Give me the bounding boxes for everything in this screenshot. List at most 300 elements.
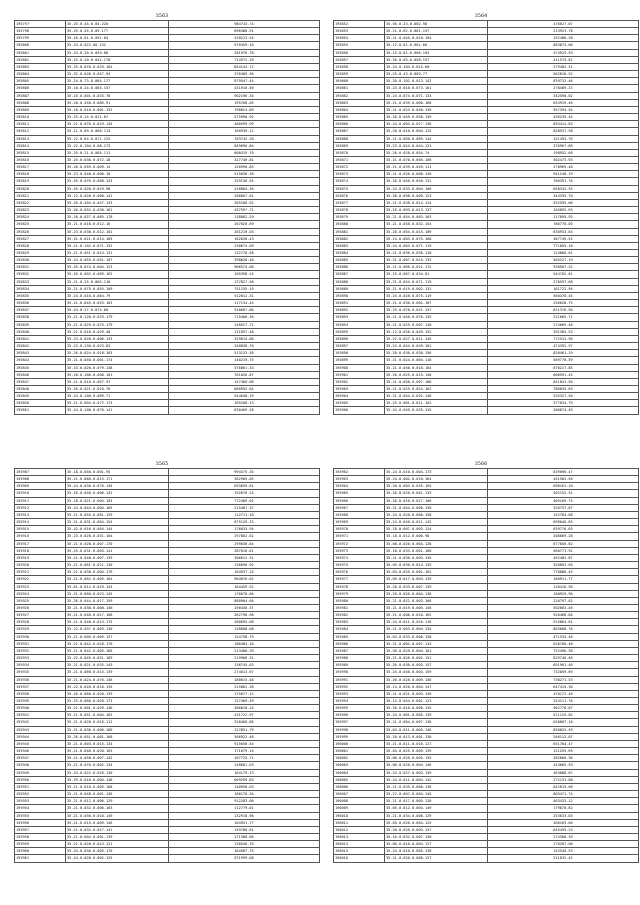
table-row (15, 798, 320, 805)
table-row (334, 812, 639, 819)
table-row (334, 755, 639, 762)
code-cell: 35.03.0.029.0.001.162 (385, 569, 488, 576)
code-cell: 35.21.0.020.0.006.127 (385, 855, 488, 862)
table-row (334, 776, 639, 783)
row-id-cell: 195824 (15, 214, 66, 221)
code-cell: 35.26.0.044.0.017.159 (66, 597, 169, 604)
code-cell: 35.21.0.040.0.001.174 (66, 357, 169, 364)
row-id-cell: 196008 (334, 798, 385, 805)
row-id-cell: 195923 (15, 583, 66, 590)
code-cell: 35.26.0.033.0.007.159 (385, 583, 488, 590)
table-row (334, 214, 639, 221)
row-id-cell: 195932 (15, 647, 66, 654)
row-id-cell: 195942 (15, 719, 66, 726)
code-cell: 35.09.0.017.0.003.135 (385, 576, 488, 583)
row-id-cell: 195857 (334, 56, 385, 63)
value-cell: 195768.05 (169, 99, 320, 106)
data-table (333, 20, 639, 415)
table-row (15, 619, 320, 626)
value-cell: 112779.01 (169, 805, 320, 812)
table-row (15, 343, 320, 350)
value-cell: 114800.01 (488, 250, 639, 257)
row-id-cell: 195860 (334, 78, 385, 85)
data-table (14, 468, 320, 863)
code-cell: 35.16.0.040.0.006.142 (66, 490, 169, 497)
row-id-cell: 195979 (334, 590, 385, 597)
table-row (15, 833, 320, 840)
value-cell: 608419.70 (169, 149, 320, 156)
table-row (334, 264, 639, 271)
code-cell: 35.21.0.055.0.061.129 (66, 511, 169, 518)
value-cell: 105892.63 (488, 207, 639, 214)
table-row (334, 314, 639, 321)
table-row (334, 135, 639, 142)
value-cell: 180015.48 (169, 676, 320, 683)
code-cell: 35.25.0.001.0.033.78 (66, 92, 169, 99)
table-row (15, 755, 320, 762)
code-cell: 35.24.0.063.0.071.119 (385, 242, 488, 249)
value-cell: 179878.62 (488, 805, 639, 812)
code-cell: 35.21.0.02.0.001.157 (385, 28, 488, 35)
code-cell: 35.21.0.070.0.005.168 (385, 156, 488, 163)
row-id-cell: 195890 (334, 292, 385, 299)
value-cell: 329136.55 (169, 178, 320, 185)
value-cell: 630933.64 (488, 228, 639, 235)
table-row (15, 740, 320, 747)
row-id-cell: 195810 (15, 114, 66, 121)
table-row (15, 676, 320, 683)
data-table (333, 468, 639, 863)
code-cell: 35.20.0.013.0.001.130 (385, 733, 488, 740)
value-cell: 287016.61 (169, 547, 320, 554)
table-row (334, 633, 639, 640)
value-cell: 266112.07 (488, 733, 639, 740)
table-row (15, 393, 320, 400)
table-row (15, 292, 320, 299)
value-cell: 219966.31 (169, 655, 320, 662)
row-id-cell: 195905 (334, 400, 385, 407)
value-cell: 970459.10 (169, 42, 320, 49)
table-panel-4 (333, 461, 629, 863)
value-cell: 367749.52 (488, 235, 639, 242)
table-row (334, 28, 639, 35)
value-cell: 506922.48 (169, 733, 320, 740)
row-id-cell: 195980 (334, 597, 385, 604)
row-id-cell: 195944 (15, 733, 66, 740)
table-row (334, 640, 639, 647)
value-cell: 639096.47 (488, 469, 639, 476)
value-cell: 879547.44 (169, 78, 320, 85)
code-cell: 35.29.0.010.0.004.148 (66, 776, 169, 783)
row-id-cell: 195971 (334, 533, 385, 540)
value-cell: 148527.71 (169, 321, 320, 328)
code-cell: 35.45.0.002.0.069.162 (66, 271, 169, 278)
code-cell: 35.15.0.01.0.006.103 (385, 49, 488, 56)
row-id-cell: 195823 (15, 207, 66, 214)
value-cell: 854144.72 (169, 63, 320, 70)
table-row (15, 49, 320, 56)
row-id-cell: 195798 (15, 28, 66, 35)
row-id-cell: 195818 (15, 171, 66, 178)
row-id-cell: 195813 (15, 135, 66, 142)
row-id-cell: 195988 (334, 655, 385, 662)
table-row (15, 149, 320, 156)
code-cell: 35.56.0.23.0.002.98 (385, 21, 488, 28)
row-id-cell: 195926 (15, 604, 66, 611)
value-cell: 136745.63 (169, 662, 320, 669)
table-row (15, 171, 320, 178)
value-cell: 297862.62 (169, 533, 320, 540)
table-row (334, 357, 639, 364)
value-cell: 984743.74 (169, 21, 320, 28)
table-row (334, 483, 639, 490)
row-id-cell: 195910 (15, 490, 66, 497)
value-cell: 192676.24 (169, 490, 320, 497)
code-cell: 35.06.0.020.0.004.146 (385, 762, 488, 769)
row-id-cell: 195875 (334, 185, 385, 192)
code-cell: 35.23.0.040.0.006.10 (66, 171, 169, 178)
row-id-cell: 195915 (15, 526, 66, 533)
table-row (15, 497, 320, 504)
code-cell: 35.22.0.037.0.003.130 (66, 626, 169, 633)
table-row (15, 135, 320, 142)
code-cell: 35.21.0.026.0.002.151 (385, 655, 488, 662)
table-row (15, 335, 320, 342)
table-row (334, 378, 639, 385)
data-table (14, 20, 320, 415)
table-row (15, 106, 320, 113)
table-row (334, 655, 639, 662)
row-id-cell: 195909 (15, 483, 66, 490)
row-id-cell: 195867 (334, 128, 385, 135)
table-row (334, 78, 639, 85)
value-cell: 176678.66 (169, 590, 320, 597)
table-row (15, 511, 320, 518)
code-cell: 35.12.0.01.0.001.66 (385, 42, 488, 49)
table-row (334, 393, 639, 400)
table-row (15, 28, 320, 35)
value-cell: 102628.43 (169, 235, 320, 242)
value-cell: 751155.19 (169, 285, 320, 292)
code-cell: 35.28.0.098.0.009.123 (385, 192, 488, 199)
code-cell: 35.20.0.010.0.004.125 (385, 128, 488, 135)
table-row (334, 569, 639, 576)
code-cell: 35.21.0.051.0.004.163 (66, 712, 169, 719)
row-id-cell: 195846 (15, 371, 66, 378)
table-row (334, 740, 639, 747)
value-cell: 770886.45 (488, 569, 639, 576)
value-cell: 215487.37 (169, 504, 320, 511)
code-cell: 35.21.0.042.0.005.166 (66, 647, 169, 654)
table-row (334, 71, 639, 78)
table-row (15, 328, 320, 335)
code-cell: 35.14.0.044.0.001.123 (385, 698, 488, 705)
table-row (15, 647, 320, 654)
table-row (15, 583, 320, 590)
code-cell: 35.04.0.011.0.005.146 (385, 726, 488, 733)
code-cell: 35.24.0.011.0.004.142 (385, 776, 488, 783)
table-row (15, 762, 320, 769)
code-cell: 35.26.0.010.0.017.160 (385, 497, 488, 504)
row-id-cell: 195816 (15, 156, 66, 163)
table-row (15, 21, 320, 28)
code-cell: 35.21.0.040.0.017.168 (66, 612, 169, 619)
value-cell: 344355.70 (488, 192, 639, 199)
code-cell: 35.22.0.104.0.08.173 (66, 142, 169, 149)
code-cell: 35.21.0.045.0.010.104 (385, 35, 488, 42)
row-id-cell: 196004 (334, 769, 385, 776)
value-cell: 426239.44 (488, 114, 639, 121)
code-cell: 35.24.0.044.0.049.181 (385, 343, 488, 350)
table-row (334, 192, 639, 199)
code-cell: 35.21.0.051.0.014.131 (66, 250, 169, 257)
value-cell: 957394.54 (488, 106, 639, 113)
value-cell: 205106.92 (169, 199, 320, 206)
row-id-cell: 195998 (334, 726, 385, 733)
code-cell: 35.21.0.028.0.007.170 (66, 540, 169, 547)
row-id-cell: 195937 (15, 683, 66, 690)
value-cell: 576861.33 (169, 364, 320, 371)
row-id-cell: 195900 (334, 364, 385, 371)
code-cell: 35.20.0.020.0.004.138 (385, 590, 488, 597)
table-row (334, 647, 639, 654)
row-id-cell: 195968 (334, 511, 385, 518)
value-cell: 143540.53 (488, 848, 639, 855)
table-row (15, 812, 320, 819)
table-row (15, 35, 320, 42)
table-row (334, 400, 639, 407)
value-cell: 962776.07 (488, 705, 639, 712)
code-cell: 35.21.0.060.0.015.139 (66, 669, 169, 676)
row-id-cell: 195936 (15, 676, 66, 683)
row-id-cell: 195927 (15, 612, 66, 619)
table-row (334, 35, 639, 42)
table-row (334, 791, 639, 798)
table-row (334, 597, 639, 604)
code-cell: 35.06.0.010.0.004.127 (385, 841, 488, 848)
code-cell: 35.21.0.040.0.007.139 (66, 554, 169, 561)
row-id-cell: 195822 (15, 199, 66, 206)
row-id-cell: 195878 (334, 207, 385, 214)
row-id-cell: 195808 (15, 99, 66, 106)
table-row (15, 371, 320, 378)
table-row (334, 278, 639, 285)
row-id-cell: 195969 (334, 519, 385, 526)
value-cell: 171079.14 (169, 748, 320, 755)
table-row (334, 128, 639, 135)
value-cell: 642619.60 (488, 783, 639, 790)
table-row (15, 655, 320, 662)
row-id-cell: 195797 (15, 21, 66, 28)
table-row (15, 712, 320, 719)
row-id-cell: 195868 (334, 135, 385, 142)
code-cell: 35.21.0.018.0.005.108 (66, 783, 169, 790)
value-cell: 651784.47 (488, 740, 639, 747)
code-cell: 35.21.0.044.0.032.148 (385, 393, 488, 400)
value-cell: 693659.61 (169, 483, 320, 490)
code-cell: 35.21.0.044.0.006.130 (385, 504, 488, 511)
code-cell: 35.24.0.011.0.016.116 (385, 619, 488, 626)
code-cell: 35.45.0.020.0.019.98 (66, 185, 169, 192)
code-cell: 35.18.0.021.0.004.103 (66, 497, 169, 504)
table-row (15, 242, 320, 249)
table-row (15, 185, 320, 192)
value-cell: 327746.81 (169, 156, 320, 163)
code-cell: 35.21.0.042.0.018.170 (66, 640, 169, 647)
value-cell: 678217.85 (488, 364, 639, 371)
code-cell: 35.26.0.010.0.006.145 (385, 705, 488, 712)
table-row (334, 690, 639, 697)
row-id-cell: 195803 (15, 63, 66, 70)
row-id-cell: 195930 (15, 633, 66, 640)
row-id-cell: 195899 (334, 357, 385, 364)
code-cell: 35.21.0.120.0.033.179 (66, 314, 169, 321)
value-cell: 105208.13 (169, 400, 320, 407)
row-id-cell: 195814 (15, 142, 66, 149)
value-cell: 474392.57 (488, 343, 639, 350)
code-cell: 35.21.0.003.0.015.134 (66, 740, 169, 747)
table-row (15, 357, 320, 364)
row-id-cell: 195827 (15, 235, 66, 242)
value-cell: 811376.56 (488, 307, 639, 314)
table-row (334, 712, 639, 719)
value-cell: 128808.08 (169, 626, 320, 633)
code-cell: 35.24.0.020.0.006.158 (385, 511, 488, 518)
value-cell: 696480.91 (169, 28, 320, 35)
value-cell: 112711.10 (169, 511, 320, 518)
row-id-cell: 195951 (15, 783, 66, 790)
code-cell: 35.25.0.24.0.011.87 (66, 114, 169, 121)
code-cell: 35.24.0.044.0.004.165 (66, 504, 169, 511)
value-cell: 224111.76 (488, 698, 639, 705)
value-cell: 680952.84 (169, 385, 320, 392)
value-cell: 761826.87 (169, 371, 320, 378)
code-cell: 35.21.0.039.0.049.111 (385, 164, 488, 171)
row-id-cell: 195840 (15, 328, 66, 335)
row-id-cell: 195941 (15, 712, 66, 719)
value-cell: 569778.59 (488, 357, 639, 364)
value-cell: 562816.52 (488, 71, 639, 78)
code-cell: 35.24.0.20.0.059.88 (66, 49, 169, 56)
table-row (15, 178, 320, 185)
value-cell: 120990.83 (169, 164, 320, 171)
value-cell: 107725.71 (169, 755, 320, 762)
value-cell: 132918.96 (169, 812, 320, 819)
row-id-cell: 195992 (334, 683, 385, 690)
value-cell: 830469.28 (169, 407, 320, 414)
row-id-cell: 195826 (15, 228, 66, 235)
row-id-cell: 195877 (334, 199, 385, 206)
table-row (15, 214, 320, 221)
code-cell: 35.24.0.100.0.069.71 (66, 393, 169, 400)
value-cell: 376967.89 (488, 142, 639, 149)
code-cell: 35.24.0.030.0.005.170 (66, 848, 169, 855)
row-id-cell: 195849 (15, 393, 66, 400)
table-row (15, 640, 320, 647)
value-cell: 148681.03 (169, 762, 320, 769)
code-cell: 35.23.0.130.0.023.83 (66, 343, 169, 350)
code-cell: 35.21.0.023.0.040.130 (385, 106, 488, 113)
row-id-cell: 195804 (15, 71, 66, 78)
row-id-cell: 195901 (334, 371, 385, 378)
code-cell: 35.20.0.054.0.015.109 (385, 228, 488, 235)
table-row (334, 371, 639, 378)
code-cell: 35.43.0.27.0.074.60 (66, 307, 169, 314)
row-id-cell: 195918 (15, 547, 66, 554)
code-cell: 35.26.0.020.0.041.133 (385, 490, 488, 497)
table-row (334, 292, 639, 299)
table-row (334, 554, 639, 561)
row-id-cell: 195838 (15, 314, 66, 321)
value-cell: 278969.48 (488, 164, 639, 171)
code-cell: 35.26.0.05.0.058.157 (385, 56, 488, 63)
row-id-cell: 195843 (15, 350, 66, 357)
code-cell: 35.25.0.067.0.034.61 (385, 271, 488, 278)
value-cell: 772512.56 (488, 335, 639, 342)
code-cell: 35.18.0.033.0.001.160 (385, 547, 488, 554)
value-cell: 786035.83 (488, 385, 639, 392)
table-row (334, 698, 639, 705)
table-row (334, 504, 639, 511)
row-id-cell: 195869 (334, 142, 385, 149)
table-row (334, 855, 639, 862)
table-row (15, 307, 320, 314)
value-cell: 121453.76 (488, 135, 639, 142)
table-row (15, 705, 320, 712)
row-id-cell: 195913 (15, 511, 66, 518)
code-cell: 35.21.0.004.0.072.173 (66, 400, 169, 407)
row-id-cell: 195815 (15, 149, 66, 156)
value-cell: 932595.06 (488, 199, 639, 206)
row-id-cell: 195991 (334, 676, 385, 683)
table-row (15, 604, 320, 611)
row-id-cell: 195984 (334, 626, 385, 633)
row-id-cell: 196009 (334, 805, 385, 812)
table-row (15, 164, 320, 171)
row-id-cell: 195807 (15, 92, 66, 99)
value-cell: 575990.92 (169, 114, 320, 121)
row-id-cell: 195978 (334, 583, 385, 590)
code-cell: 35.21.0.022.0.003.166 (385, 597, 488, 604)
table-panel-3 (14, 461, 310, 863)
value-cell: 653919.46 (488, 99, 639, 106)
value-cell: 160911.77 (488, 576, 639, 583)
table-row (334, 242, 639, 249)
row-id-cell: 195999 (334, 733, 385, 740)
value-cell: 221605.71 (488, 314, 639, 321)
code-cell: 35.24.0.010.0.005.138 (385, 848, 488, 855)
row-id-cell: 195987 (334, 647, 385, 654)
code-cell: 35.21.0.036.0.036.110 (385, 250, 488, 257)
row-id-cell: 195892 (334, 307, 385, 314)
table-row (15, 199, 320, 206)
value-cell: 544702.81 (488, 271, 639, 278)
row-id-cell: 195820 (15, 185, 66, 192)
table-row (334, 185, 639, 192)
row-id-cell: 195859 (334, 71, 385, 78)
value-cell: 211832.42 (488, 855, 639, 862)
table-row (334, 343, 639, 350)
row-id-cell: 195832 (15, 271, 66, 278)
row-id-cell: 195954 (15, 805, 66, 812)
table-row (15, 350, 320, 357)
code-cell: 35.21.0.020.0.016.112 (66, 719, 169, 726)
row-id-cell: 196007 (334, 791, 385, 798)
row-id-cell: 195946 (15, 748, 66, 755)
row-id-cell: 196002 (334, 755, 385, 762)
value-cell: 732059.69 (488, 669, 639, 676)
row-id-cell: 195917 (15, 540, 66, 547)
